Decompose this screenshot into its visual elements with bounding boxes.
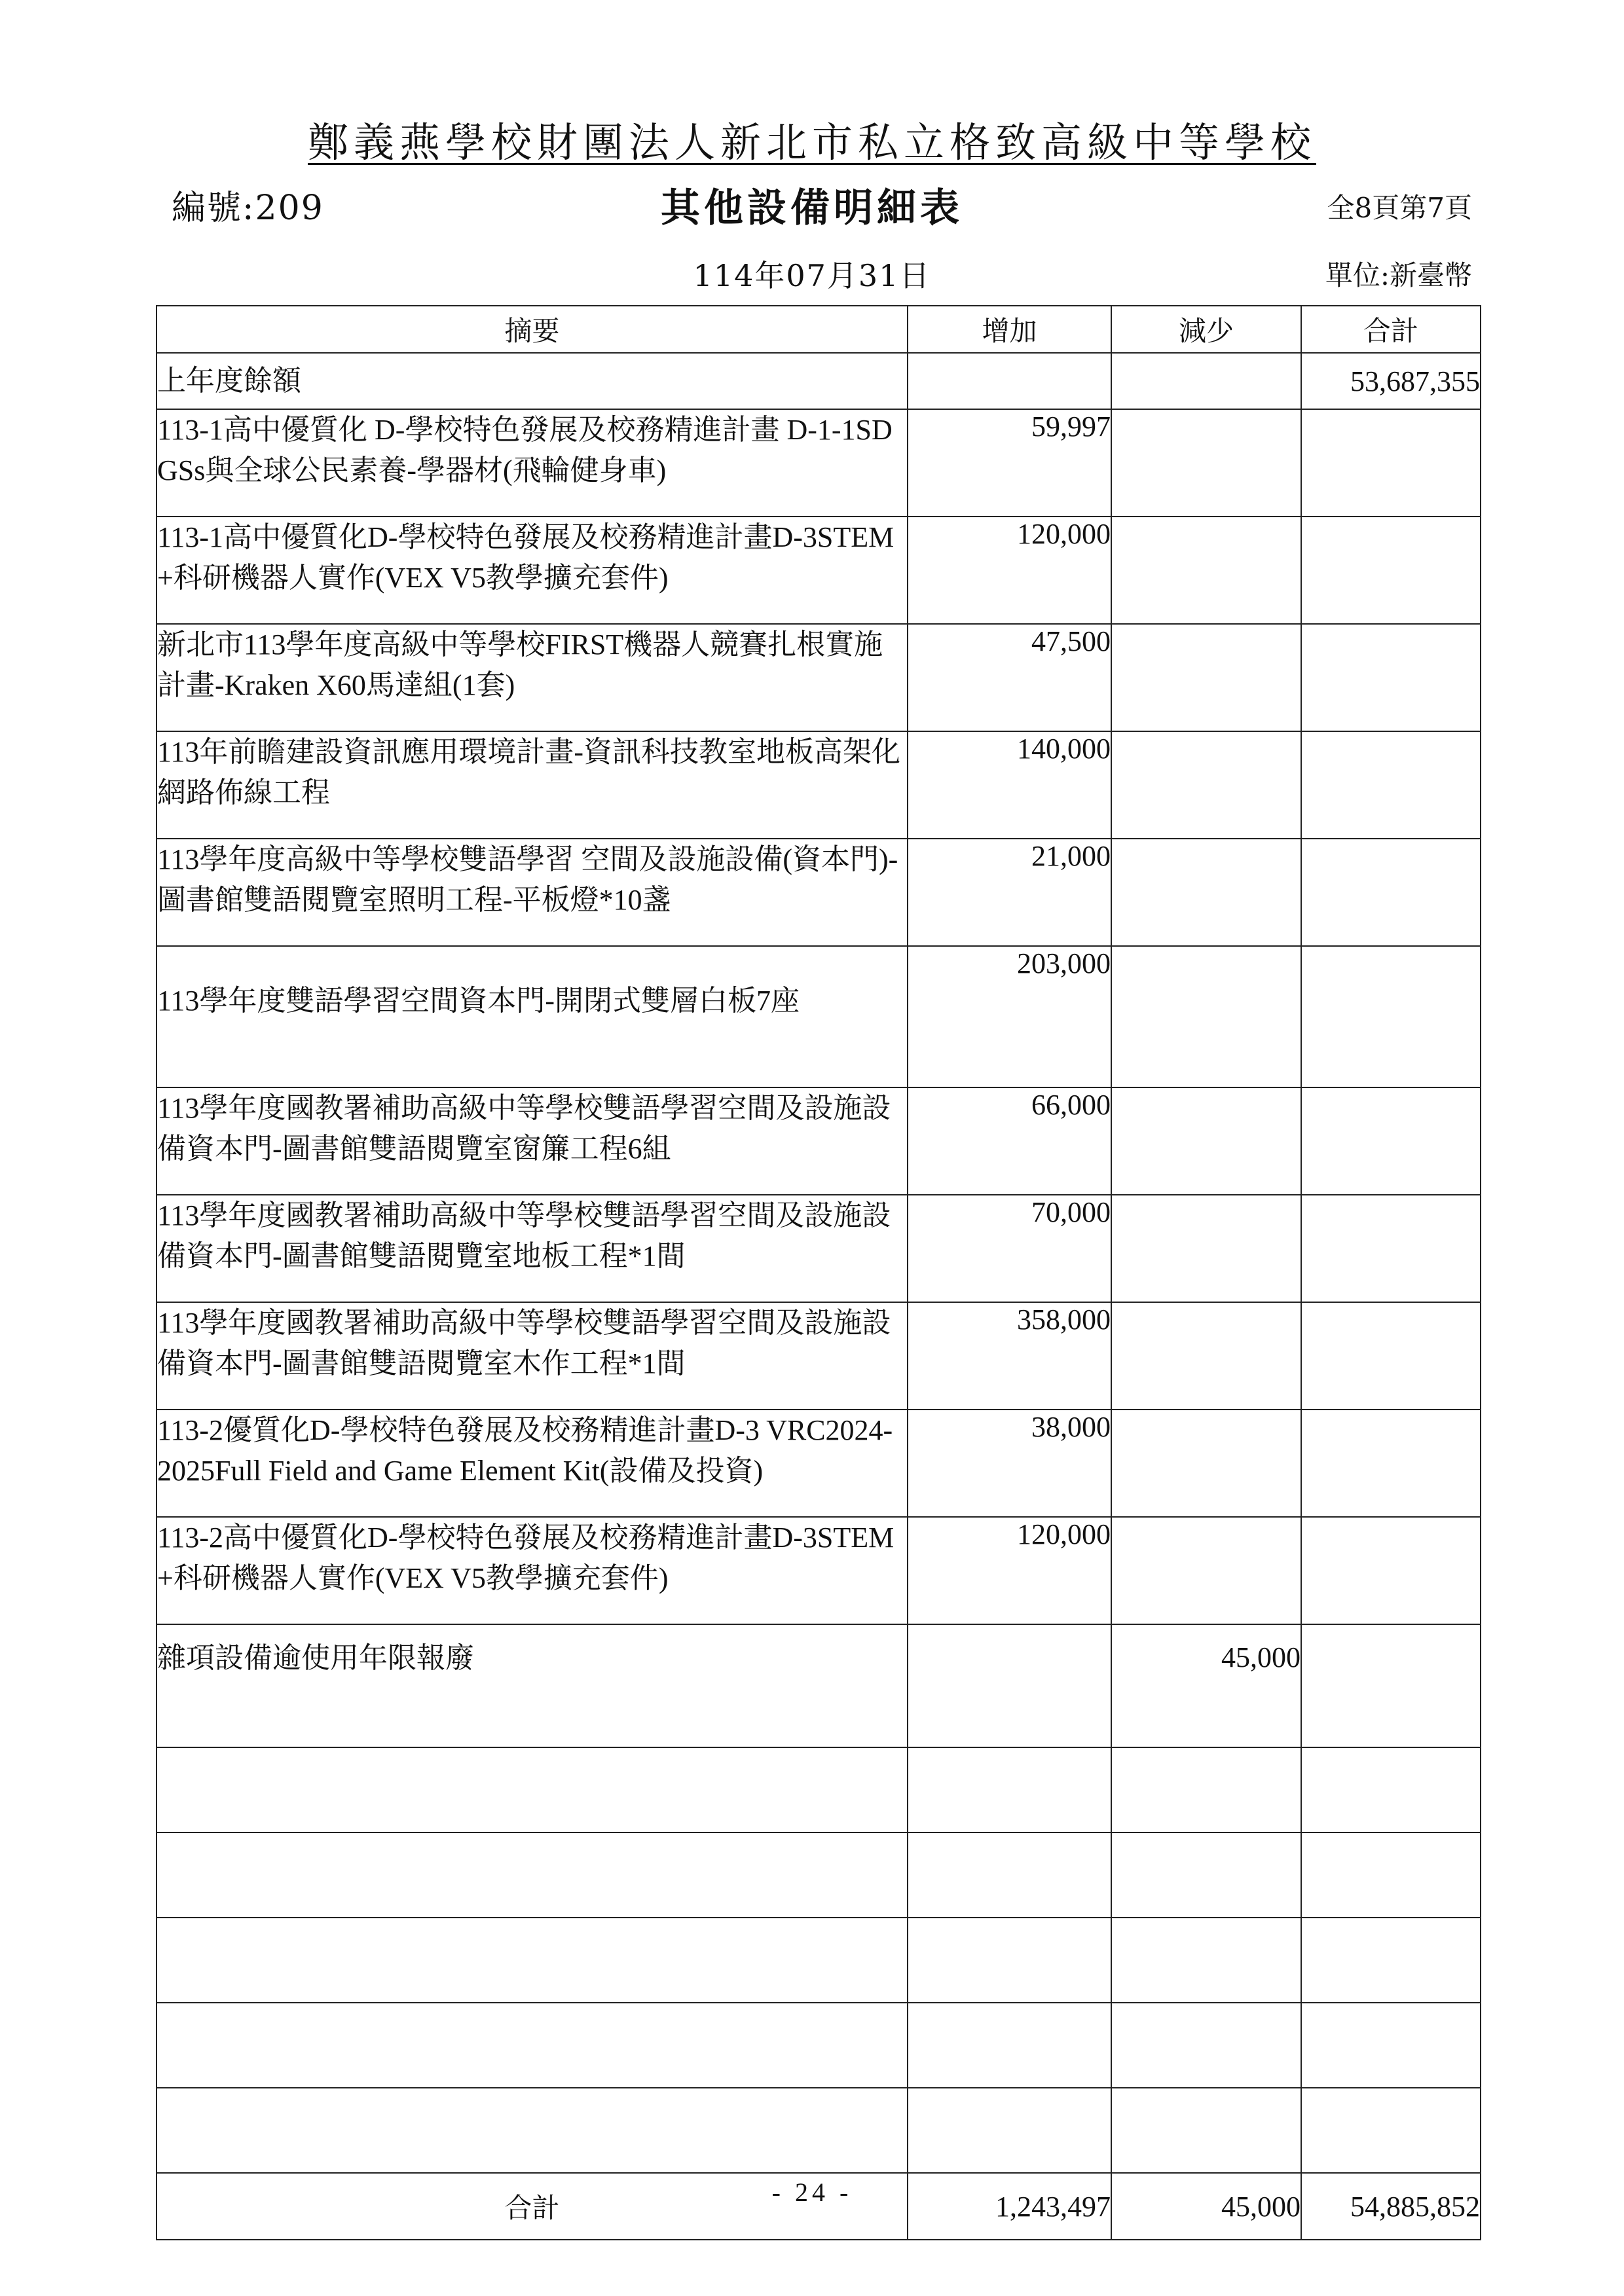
row-description: 113-2高中優質化D-學校特色發展及校務精進計畫D-3STEM+科研機器人實作(VEX V5教學擴充套件) — [157, 1517, 908, 1624]
opening-balance-label: 上年度餘額 — [157, 353, 908, 409]
row-total — [1301, 1302, 1481, 1410]
row-decrease — [1111, 839, 1301, 946]
row-description: 113學年度高級中等學校雙語學習 空間及設施設備(資本門)-圖書館雙語閱覽室照明工程-平板燈*10盞 — [157, 839, 908, 946]
row-description: 113-2優質化D-學校特色發展及校務精進計畫D-3 VRC2024-2025Full Field and Game Element Kit(設備及投資) — [157, 1410, 908, 1517]
row-total — [1301, 517, 1481, 624]
document-title: 其他設備明細表 — [661, 185, 963, 231]
table-row — [157, 946, 1481, 1087]
totals-decrease: 45,000 — [1111, 2173, 1301, 2240]
row-decrease — [1111, 409, 1301, 517]
disposal-row — [157, 1624, 1481, 1747]
row-decrease — [1111, 624, 1301, 731]
table-row — [157, 1302, 1481, 1410]
disposal-total — [1301, 1624, 1481, 1747]
disposal-decrease: 45,000 — [1111, 1624, 1301, 1747]
row-increase: 59,997 — [908, 409, 1111, 517]
table-row — [157, 624, 1481, 731]
row-decrease — [1111, 1410, 1301, 1517]
equipment-detail-table — [156, 305, 1481, 2240]
row-total — [1301, 839, 1481, 946]
row-decrease — [1111, 1302, 1301, 1410]
column-header-total: 合計 — [1301, 306, 1481, 353]
empty-row — [157, 1918, 1481, 2003]
row-description: 113年前瞻建設資訊應用環境計畫-資訊科技教室地板高架化網路佈線工程 — [157, 731, 908, 839]
totals-total: 54,885,852 — [1301, 2173, 1481, 2240]
row-decrease — [1111, 517, 1301, 624]
disposal-label: 雜項設備逾使用年限報廢 — [157, 1624, 908, 1747]
column-header-decrease: 減少 — [1111, 306, 1301, 353]
table-row — [157, 1517, 1481, 1624]
row-increase: 120,000 — [908, 1517, 1111, 1624]
disposal-increase — [908, 1624, 1111, 1747]
opening-balance-increase — [908, 353, 1111, 409]
row-total — [1301, 731, 1481, 839]
table-row — [157, 1410, 1481, 1517]
row-increase: 66,000 — [908, 1087, 1111, 1195]
currency-unit: 單位:新臺幣 — [1325, 259, 1472, 291]
opening-balance-row — [157, 353, 1481, 409]
column-header-increase: 增加 — [908, 306, 1111, 353]
totals-label: 合計 — [157, 2173, 908, 2240]
row-increase: 38,000 — [908, 1410, 1111, 1517]
row-increase: 47,500 — [908, 624, 1111, 731]
row-description: 113學年度雙語學習空間資本門-開閉式雙層白板7座 — [157, 946, 908, 1087]
column-header-summary: 摘要 — [157, 306, 908, 353]
row-description: 113-1高中優質化 D-學校特色發展及校務精進計畫 D-1-1SDGSs與全球公民素養-學器材(飛輪健身車) — [157, 409, 908, 517]
row-total — [1301, 1517, 1481, 1624]
row-increase: 140,000 — [908, 731, 1111, 839]
document-date: 114年07月31日 — [693, 258, 931, 293]
row-total — [1301, 409, 1481, 517]
row-decrease — [1111, 1087, 1301, 1195]
row-decrease — [1111, 1517, 1301, 1624]
row-total — [1301, 946, 1481, 1087]
empty-row — [157, 1747, 1481, 1832]
row-total — [1301, 1087, 1481, 1195]
school-name: 鄭義燕學校財團法人新北市私立格致高級中等學校 — [307, 118, 1316, 166]
school-name-heading — [0, 110, 1624, 168]
row-total — [1301, 1410, 1481, 1517]
table-row — [157, 731, 1481, 839]
row-description: 113學年度國教署補助高級中等學校雙語學習空間及設施設備資本門-圖書館雙語閱覽室木作工程*1間 — [157, 1302, 908, 1410]
row-description: 113學年度國教署補助高級中等學校雙語學習空間及設施設備資本門-圖書館雙語閱覽室地板工程*1間 — [157, 1195, 908, 1302]
row-increase: 120,000 — [908, 517, 1111, 624]
row-description: 113-1高中優質化D-學校特色發展及校務精進計畫D-3STEM+科研機器人實作(VEX V5教學擴充套件) — [157, 517, 908, 624]
table-row — [157, 1195, 1481, 1302]
row-increase: 358,000 — [908, 1302, 1111, 1410]
opening-balance-total: 53,687,355 — [1301, 353, 1481, 409]
table-row — [157, 1087, 1481, 1195]
row-total — [1301, 624, 1481, 731]
row-total — [1301, 1195, 1481, 1302]
opening-balance-decrease — [1111, 353, 1301, 409]
empty-row — [157, 1832, 1481, 1918]
row-increase: 203,000 — [908, 946, 1111, 1087]
page-number: - 24 - — [771, 2178, 853, 2207]
row-description: 新北市113學年度高級中等學校FIRST機器人競賽扎根實施計畫-Kraken X60馬達組(1套) — [157, 624, 908, 731]
row-increase: 21,000 — [908, 839, 1111, 946]
row-decrease — [1111, 946, 1301, 1087]
page-count: 全8頁第7頁 — [1327, 192, 1472, 224]
row-decrease — [1111, 731, 1301, 839]
empty-row — [157, 2088, 1481, 2173]
table-row — [157, 409, 1481, 517]
table-row — [157, 839, 1481, 946]
table-row — [157, 517, 1481, 624]
empty-row — [157, 2003, 1481, 2088]
totals-increase: 1,243,497 — [908, 2173, 1111, 2240]
row-increase: 70,000 — [908, 1195, 1111, 1302]
row-description: 113學年度國教署補助高級中等學校雙語學習空間及設施設備資本門-圖書館雙語閱覽室窗簾工程6組 — [157, 1087, 908, 1195]
table-header-row — [157, 306, 1481, 353]
document-number: 編號:209 — [172, 189, 324, 228]
row-decrease — [1111, 1195, 1301, 1302]
